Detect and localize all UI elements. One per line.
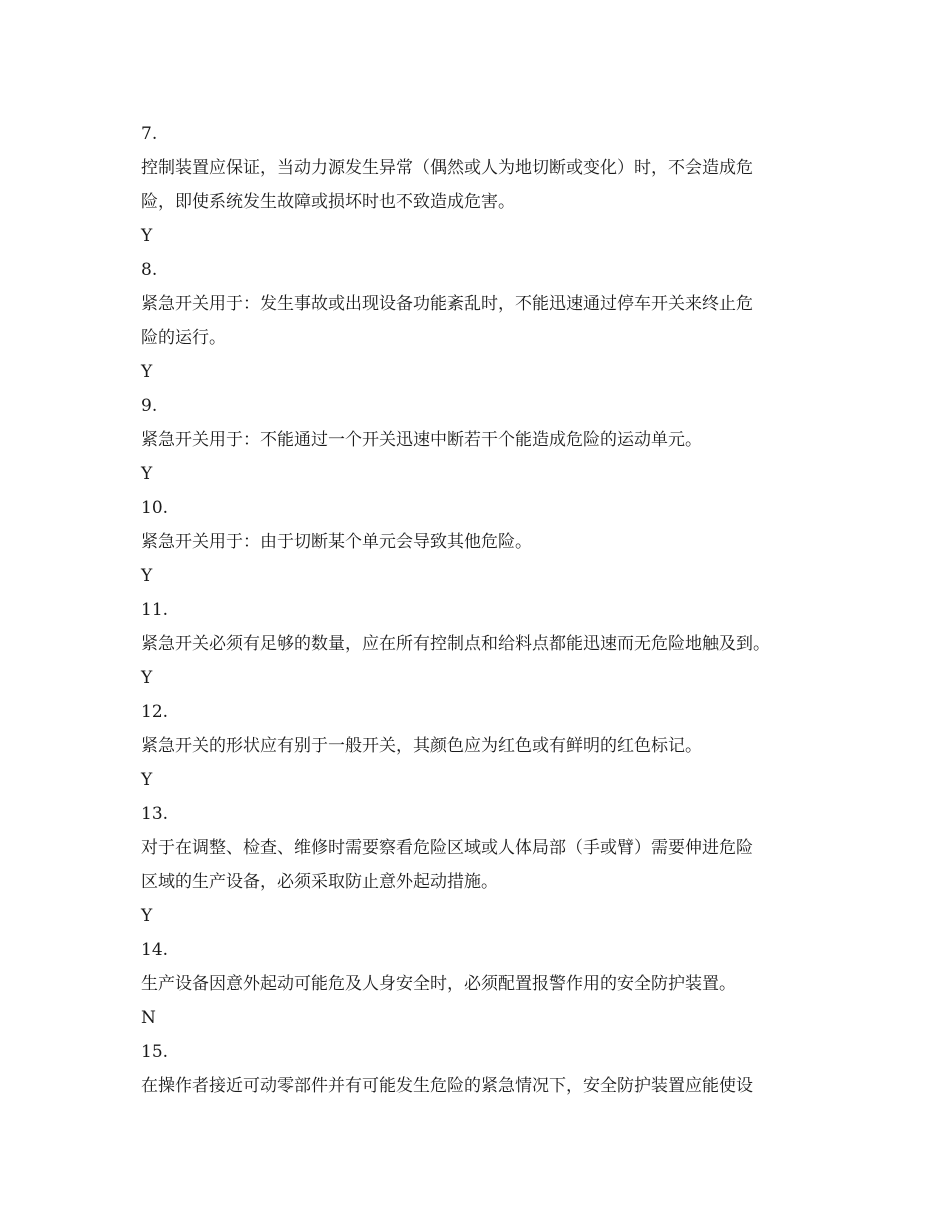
question-answer: Y <box>141 566 153 586</box>
question-text-line: 紧急开关用于：发生事故或出现设备功能紊乱时，不能迅速通过停车开关来终止危 <box>141 294 753 314</box>
question-answer: Y <box>141 464 153 484</box>
question-text-line: 对于在调整、检查、维修时需要察看危险区域或人体局部（手或臂）需要伸进危险 <box>141 838 753 858</box>
question-answer: Y <box>141 906 153 926</box>
question-number: 8. <box>141 260 158 280</box>
question-answer: Y <box>141 770 153 790</box>
question-number: 7. <box>141 124 158 144</box>
question-text-line: 生产设备因意外起动可能危及人身安全时，必须配置报警作用的安全防护装置。 <box>141 974 736 994</box>
question-text-line: 险的运行。 <box>141 328 226 348</box>
question-number: 13. <box>141 804 169 824</box>
question-answer: Y <box>141 668 153 688</box>
question-text-line: 紧急开关用于：由于切断某个单元会导致其他危险。 <box>141 532 532 552</box>
question-text-line: 险，即使系统发生故障或损坏时也不致造成危害。 <box>141 192 515 212</box>
question-text-line: 在操作者接近可动零部件并有可能发生危险的紧急情况下，安全防护装置应能使设 <box>141 1076 753 1096</box>
question-text-line: 紧急开关必须有足够的数量，应在所有控制点和给料点都能迅速而无危险地触及到。 <box>141 634 770 654</box>
question-answer: Y <box>141 362 153 382</box>
question-number: 10. <box>141 498 169 518</box>
question-text-line: 紧急开关的形状应有别于一般开关，其颜色应为红色或有鲜明的红色标记。 <box>141 736 702 756</box>
question-number: 11. <box>141 600 169 620</box>
question-number: 12. <box>141 702 169 722</box>
question-number: 9. <box>141 396 158 416</box>
question-text-line: 区域的生产设备，必须采取防止意外起动措施。 <box>141 872 498 892</box>
question-answer: N <box>141 1008 156 1028</box>
question-list <box>141 117 831 1103</box>
question-number: 14. <box>141 940 169 960</box>
question-number: 15. <box>141 1042 169 1062</box>
question-text-line: 控制装置应保证，当动力源发生异常（偶然或人为地切断或变化）时，不会造成危 <box>141 158 753 178</box>
question-answer: Y <box>141 226 153 246</box>
question-text-line: 紧急开关用于：不能通过一个开关迅速中断若干个能造成危险的运动单元。 <box>141 430 702 450</box>
